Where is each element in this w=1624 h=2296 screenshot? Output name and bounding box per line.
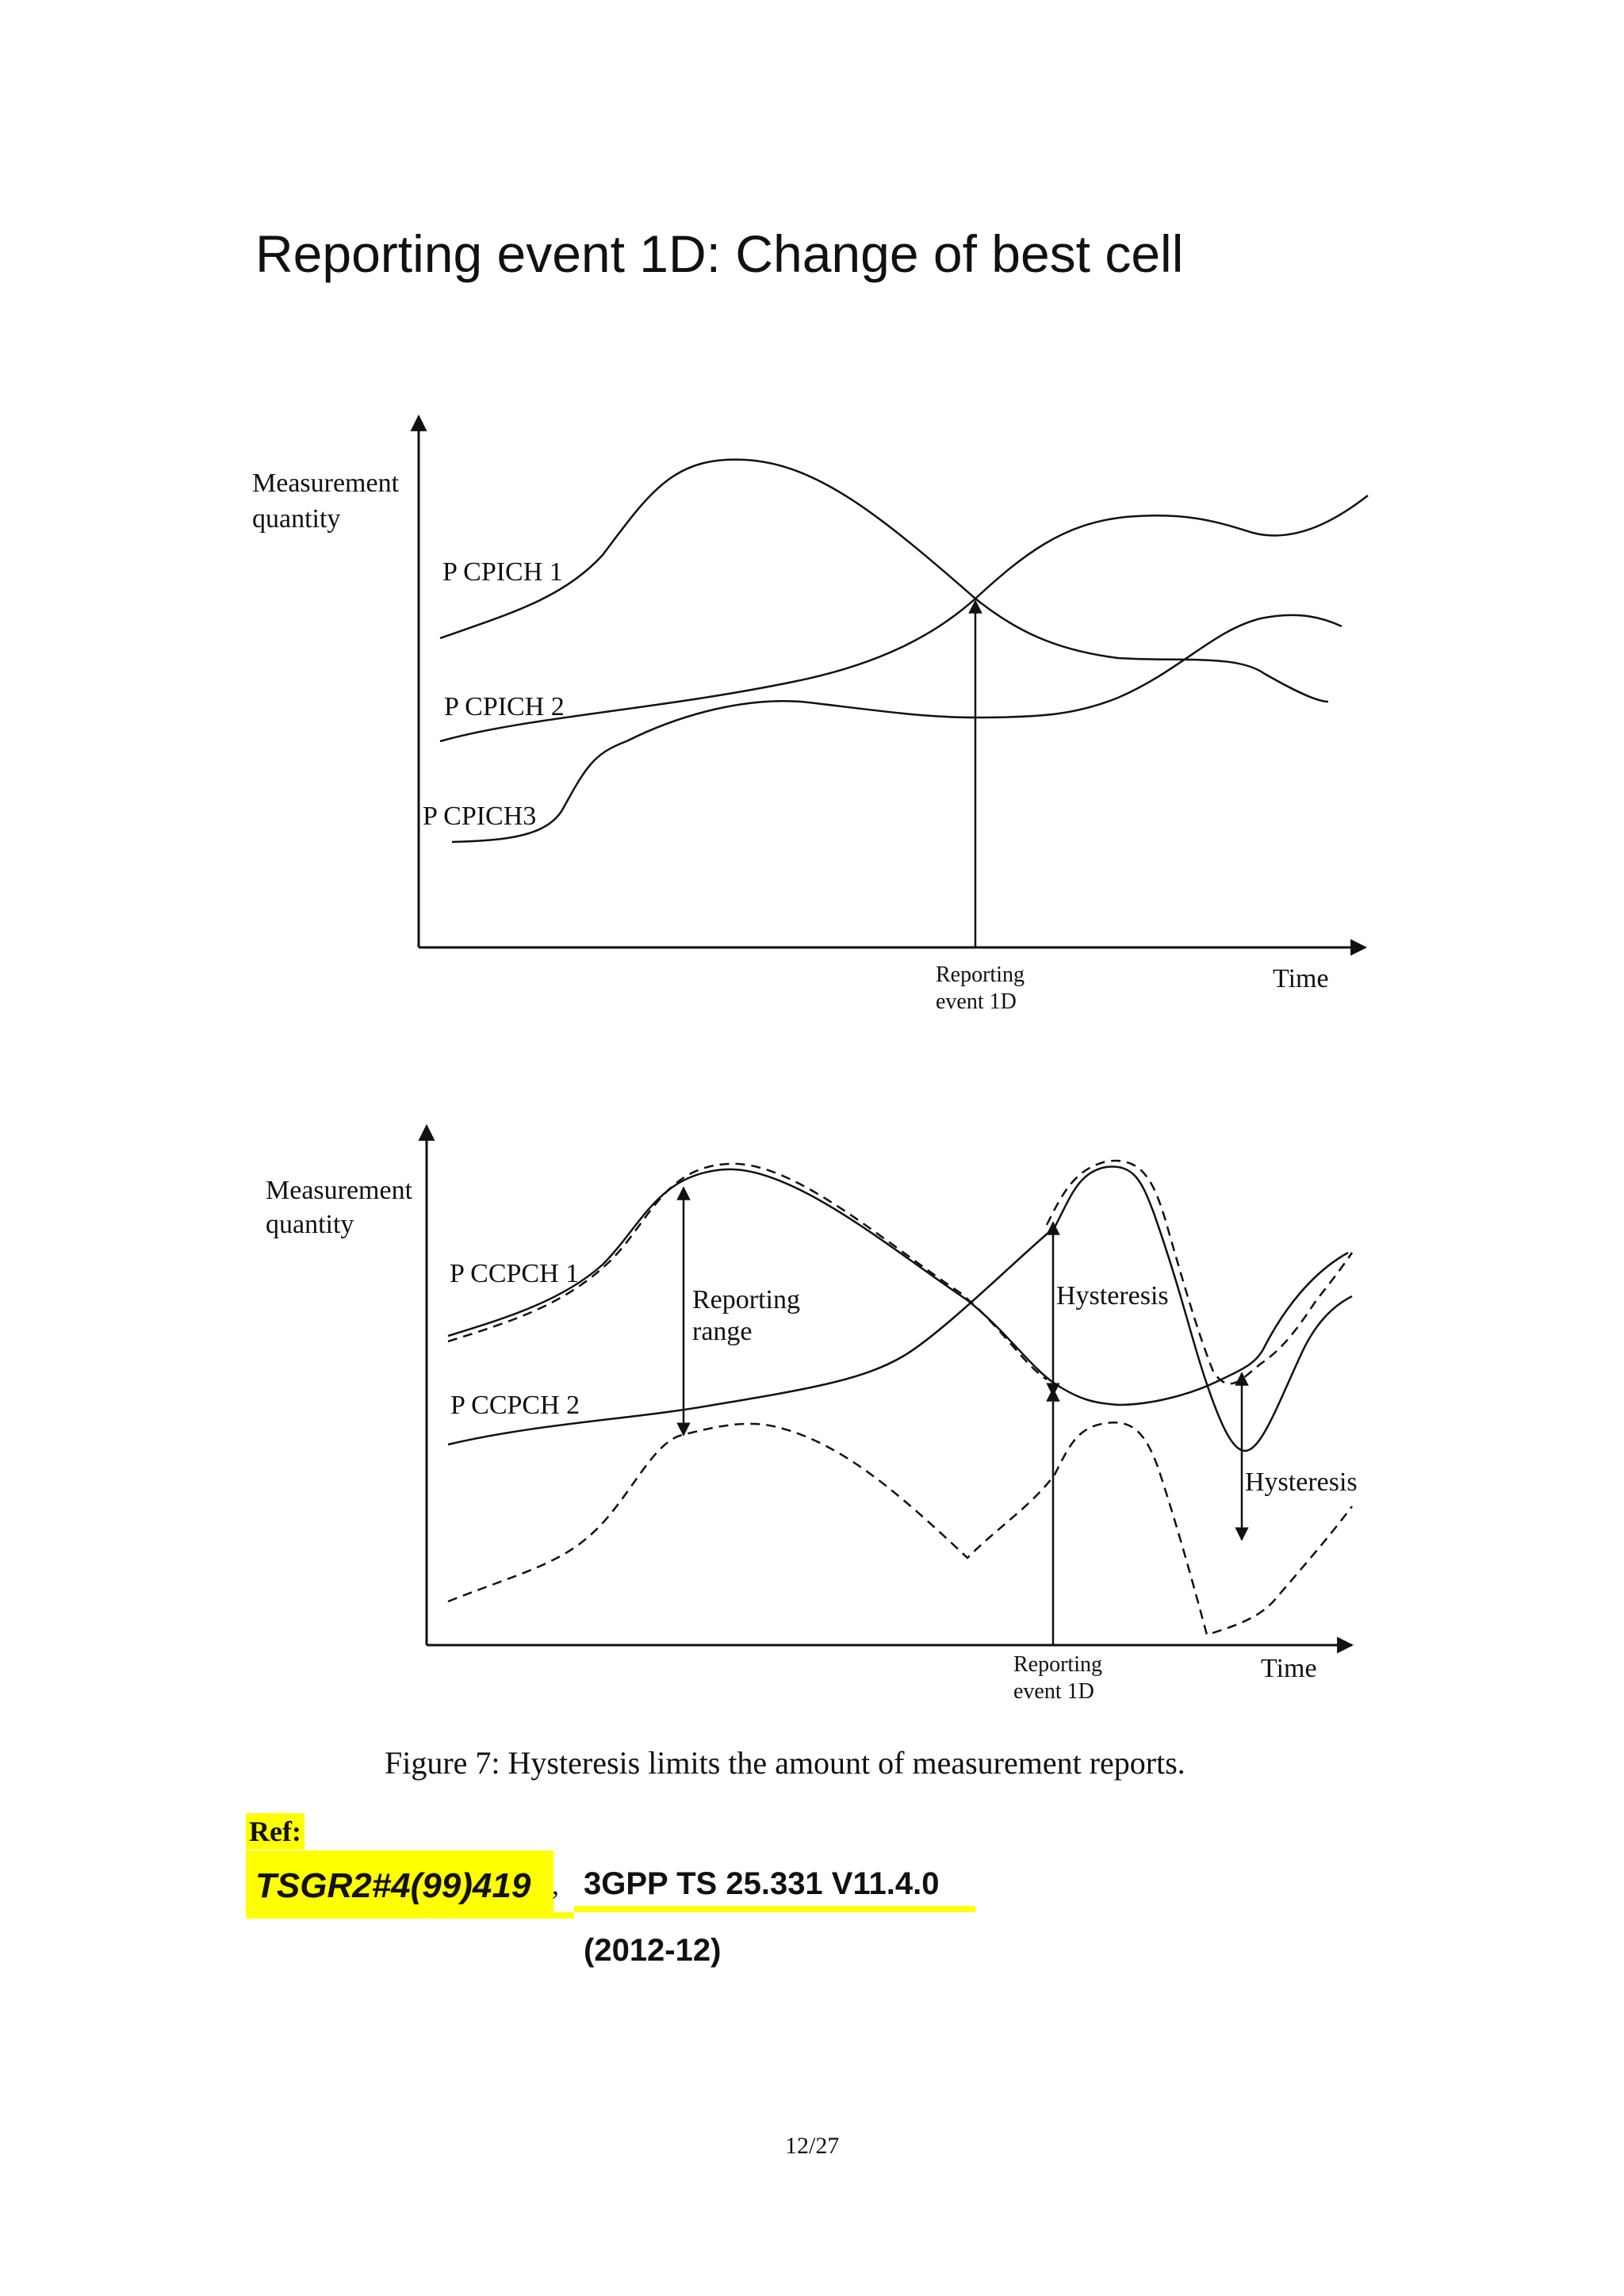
bottom-x-axis-label: Time (1261, 1654, 1317, 1683)
bottom-curve-lower-dashed (448, 1422, 1352, 1635)
top-y-axis-label-2: quantity (252, 504, 341, 534)
top-diagram (252, 416, 1368, 1014)
top-curve-pcpich2 (440, 496, 1368, 741)
bottom-diagram (266, 1126, 1358, 1704)
bottom-label-pccpch1: P CCPCH 1 (450, 1259, 580, 1288)
page-number: 12/27 (785, 2133, 840, 2159)
reference-label: Ref: (246, 1813, 304, 1850)
reference-document-id: TSGR2#4(99)419 (246, 1850, 553, 1912)
top-label-pcpich2: P CPICH 2 (444, 692, 565, 721)
reporting-range-label-2: range (692, 1317, 753, 1346)
reference-box (246, 1850, 1118, 1968)
top-event-label-2: event 1D (936, 989, 1017, 1014)
bottom-curve-pccpch2-dashed (1047, 1161, 1352, 1383)
bottom-curve-pccpch2 (448, 1167, 1352, 1451)
reference-separator: , (552, 1869, 559, 1900)
top-curve-pcpich1 (440, 460, 1328, 702)
reporting-range-label-1: Reporting (692, 1285, 800, 1314)
bottom-event-label-1: Reporting (1013, 1652, 1102, 1677)
top-label-pcpich3: P CPICH3 (423, 802, 537, 831)
top-event-label-1: Reporting (936, 962, 1025, 987)
hysteresis-label-1: Hysteresis (1056, 1281, 1169, 1311)
bottom-y-axis-label-1: Measurement (266, 1176, 413, 1205)
figure-caption: Figure 7: Hysteresis limits the amount of measurement reports. (385, 1745, 1185, 1781)
top-y-axis-label-1: Measurement (252, 469, 400, 498)
reference-underline (246, 1912, 574, 1919)
top-label-pcpich1: P CPICH 1 (442, 557, 563, 587)
top-x-axis-label: Time (1273, 964, 1329, 993)
hysteresis-label-2: Hysteresis (1245, 1468, 1358, 1497)
page-title: Reporting event 1D: Change of best cell (255, 224, 1184, 283)
reference-specification: 3GPP TS 25.331 V11.4.0 (2012-12) (574, 1850, 975, 1912)
bottom-event-label-2: event 1D (1013, 1679, 1094, 1704)
bottom-label-pccpch2: P CCPCH 2 (450, 1391, 580, 1420)
bottom-y-axis-label-2: quantity (266, 1210, 354, 1239)
